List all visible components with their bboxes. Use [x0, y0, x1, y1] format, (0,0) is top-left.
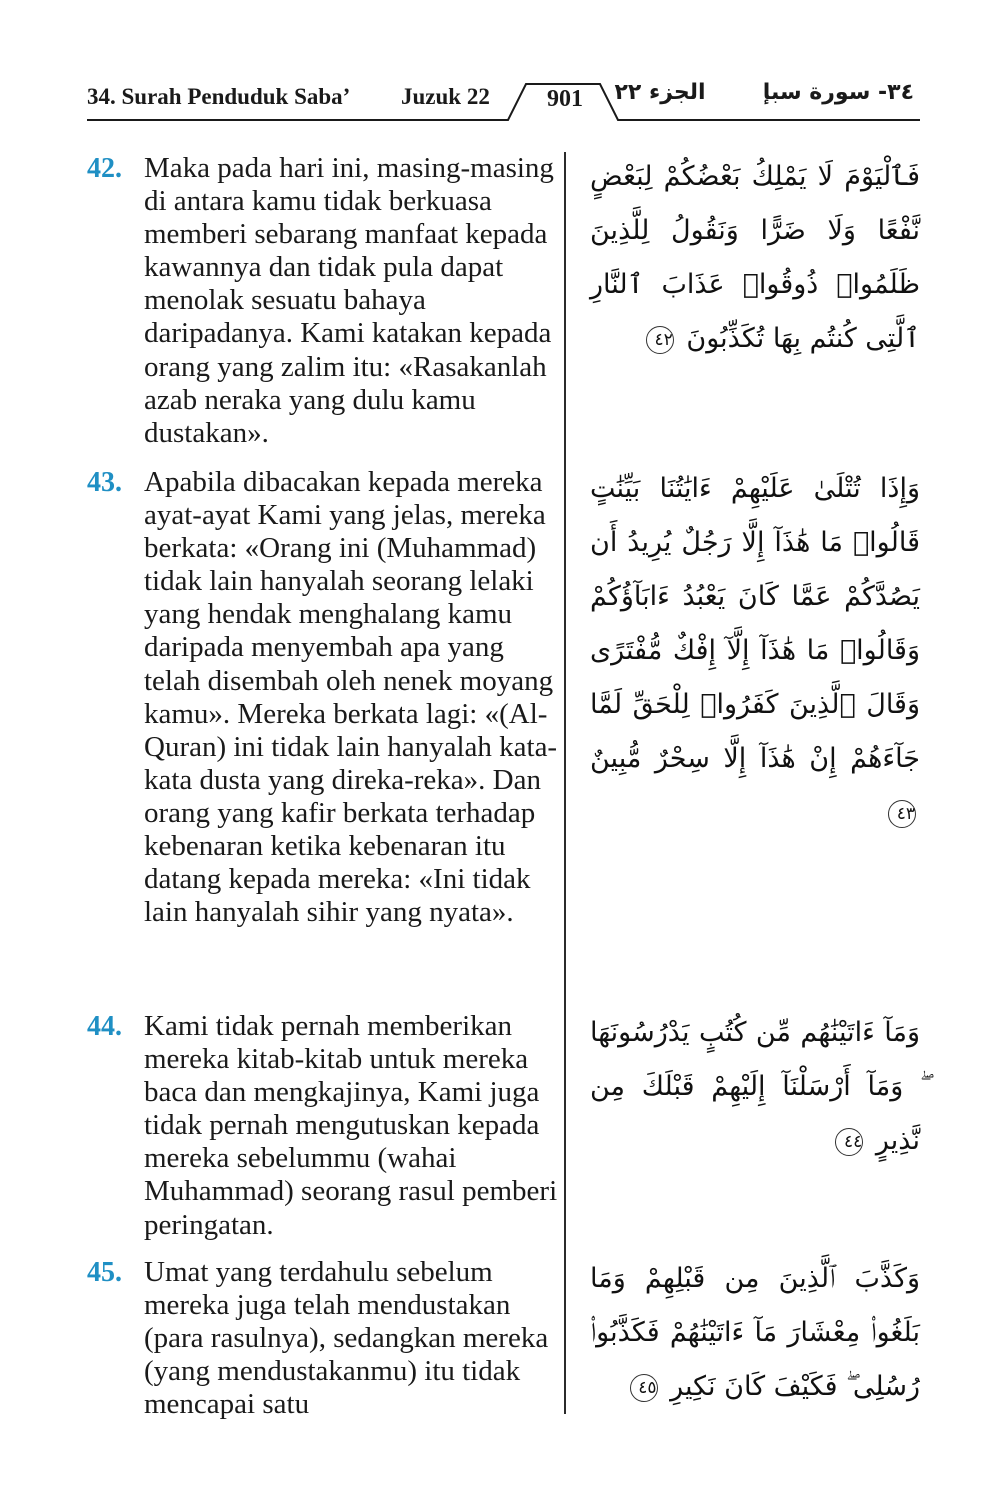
page-number: 901: [547, 86, 583, 112]
ayah-end-marker: ٤٥: [630, 1374, 658, 1402]
ayah-end-marker: ٤٣: [888, 800, 916, 828]
verse-number: 45.: [87, 1257, 122, 1288]
header-rule: [0, 0, 1000, 130]
verse-arabic: [590, 150, 920, 366]
arabic-text: وَإِذَا تُتْلَىٰ عَلَيْهِمْ ءَايَٰتُنَا بَيِّنَٰتٍ قَالُوا۟ مَا هَٰذَآ إِلَّا رَجُلٌ يُرِيدُ أَن يَصُدَّكُمْ عَمَّا كَانَ يَعْبُدُ ءَابَآؤُكُمْ وَقَالُوا۟ مَا هَٰذَآ إِلَّآ إِفْكٌ مُّفْتَرًى وَقَالَ ٱلَّذِينَ كَفَرُوا۟ لِلْحَقِّ لَمَّا جَآءَهُمْ إِنْ هَٰذَآ إِلَّا سِحْرٌ مُّبِينٌ: [590, 473, 920, 774]
verse-number: 42.: [87, 153, 122, 184]
header-juz-arabic: الجزء ٢٢: [614, 80, 706, 105]
arabic-text: فَٱلْيَوْمَ لَا يَمْلِكُ بَعْضُكُمْ لِبَعْضٍ نَّفْعًا وَلَا ضَرًّا وَنَقُولُ لِلَّذِينَ ظَلَمُوا۟ ذُوقُوا۟ عَذَابَ ٱلنَّارِ ٱلَّتِى كُنتُم بِهَا تُكَذِّبُونَ: [590, 161, 920, 354]
verse-translation: Maka pada hari ini, masing-masing di antara kamu tidak berkuasa memberi sebarang manfaat kepada kawannya dan tidak pula dapat menolak sesuatu bahaya daripadanya. Kami katakan kepada orang yang zalim itu: «Rasakanlah azab neraka yang dulu kamu dustakan».: [144, 152, 554, 449]
arabic-text: وَمَآ ءَاتَيْنَٰهُم مِّن كُتُبٍ يَدْرُسُونَهَا ۖ وَمَآ أَرْسَلْنَآ إِلَيْهِمْ قَبْلَكَ مِن نَّذِيرٍ: [590, 1017, 920, 1156]
verse-number: 44.: [87, 1011, 122, 1042]
ayah-end-marker: ٤٢: [646, 326, 674, 354]
column-divider: [564, 152, 566, 1414]
ayah-end-marker: ٤٤: [835, 1128, 863, 1156]
verse-number: 43.: [87, 467, 122, 498]
verse-arabic: [590, 1006, 920, 1168]
page-header: [0, 0, 1000, 130]
header-surah-title: 34. Surah Penduduk Saba’: [87, 84, 351, 109]
header-juzuk-label: Juzuk 22: [401, 84, 490, 109]
verse-arabic: [590, 462, 920, 840]
verse-translation: Umat yang terdahulu sebelum mereka juga telah mendustakan (para rasulnya), sedangkan mereka (yang mendustakanmu) itu tidak mencapai satu: [144, 1256, 549, 1421]
arabic-text: وَكَذَّبَ ٱلَّذِينَ مِن قَبْلِهِمْ وَمَا بَلَغُوا۟ مِعْشَارَ مَآ ءَاتَيْنَٰهُمْ فَكَذَّبُوا۟ رُسُلِى ۖ فَكَيْفَ كَانَ نَكِيرِ: [590, 1263, 920, 1402]
verse-arabic: [590, 1252, 920, 1414]
verse-translation: Apabila dibacakan kepada mereka ayat-ayat Kami yang jelas, mereka berkata: «Orang ini (Muhammad) tidak lain hanyalah seorang lelaki yang hendak menghalang kamu daripada menyembah apa yang telah disembah oleh nenek moyang kamu». Mereka berkata lagi: «(Al-Quran) ini tidak lain hanyalah kata-kata dusta yang direka-reka». Dan orang yang kafir berkata terhadap kebenaran ketika kebenaran itu datang kepada mereka: «Ini tidak lain hanyalah sihir yang nyata».: [144, 466, 558, 929]
verse-translation: Kami tidak pernah memberikan mereka kitab-kitab untuk mereka baca dan mengkajinya, Kami juga tidak pernah mengutuskan kepada mereka sebelummu (wahai Muhammad) seorang rasul pemberi peringatan.: [144, 1010, 558, 1241]
header-surah-arabic: ٣٤- سورة سبإ: [762, 80, 914, 105]
